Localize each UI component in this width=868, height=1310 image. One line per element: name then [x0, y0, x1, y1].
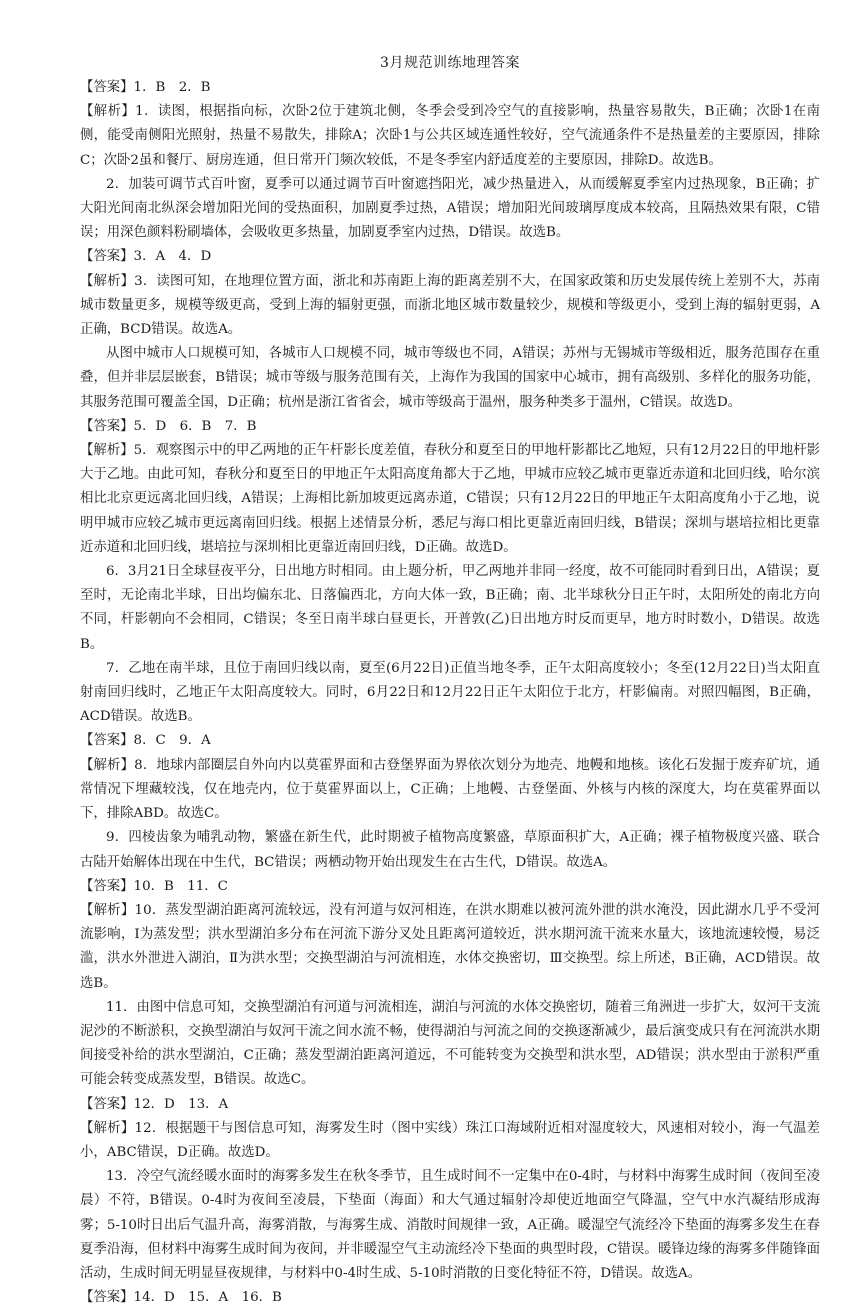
answer-line: 【答案】8．C 9．A: [80, 733, 211, 749]
explanation-paragraph: 从图中城市人口规模可知，各城市人口规模不同，城市等级也不同，A错误；苏州与无锡城市等级相近，服务范围存在重叠，但并非层层嵌套，B错误；城市等级与服务范围有关，上海作为我国的国家中心城市，拥有高级别、多样化的服务功能，其服务范围可覆盖全国，D正确；杭州是浙江省省会，城市等级高于温州，服务种类多于温州，C错误。故选D。: [80, 346, 820, 410]
answer-line: 【答案】14．D 15．A 16．B: [80, 1290, 282, 1306]
explanation-paragraph: 【解析】5．观察图示中的甲乙两地的正午杆影长度差值，春秋分和夏至日的甲地杆影都比乙地短，只有12月22日的甲地杆影大于乙地。由此可知，春秋分和夏至日的甲地正午太阳高度角都大于乙地，甲城市应较乙城市更靠近赤道和北回归线，哈尔滨相比北京更远离北回归线，A错误；上海相比新加坡更远离赤道，C错误；只有12月22日的甲地正午太阳高度角小于乙地，说明甲城市应较乙城市更远离南回归线。根据上述情景分析，悉尼与海口相比更靠近南回归线，B错误；深圳与堪培拉相比更靠近赤道和北回归线，堪培拉与深圳相比更靠近南回归线，D正确。故选D。: [80, 443, 820, 555]
explanation-paragraph: 7．乙地在南半球，且位于南回归线以南，夏至(6月22日)正值当地冬季，正午太阳高度较小；冬至(12月22日)当太阳直射南回归线时，乙地正午太阳高度较大。同时，6月22日和12月22日正午太阳位于北方，杆影偏南。对照四幅图，B正确，ACD错误。故选B。: [80, 660, 820, 725]
answer-line: 【答案】10．B 11．C: [80, 878, 228, 894]
answer-line: 【答案】3．A 4．D: [80, 249, 212, 265]
answer-line: 【答案】1．B 2．B: [80, 80, 211, 95]
explanation-paragraph: 6．3月21日全球昼夜平分，日出地方时相同。由上题分析，甲乙两地并非同一经度，故不可能同时看到日出，A错误；夏至时，无论南北半球，日出均偏东北、日落偏西北，方向大体一致，B正确；南、北半球秋分日正午时，太阳所处的南北方向不同，杆影朝向不会相同，C错误；冬至日南半球白昼更长，开普敦(乙)日出地方时反而更早，地方时时数小，D错误。故选B。: [80, 564, 820, 652]
explanation-paragraph: 【解析】3．读图可知，在地理位置方面，浙北和苏南距上海的距离差别不大，在国家政策和历史发展传统上差别不大，苏南城市数量更多，规模等级更高，受到上海的辐射更强，而浙北地区城市数量较少，规模和等级更小，受到上海的辐射更弱，A正确，BCD错误。故选A。: [80, 273, 820, 338]
explanation-paragraph: 11．由图中信息可知，交换型湖泊有河道与河流相连，湖泊与河流的水体交换密切，随着三角洲进一步扩大，奴河干支流泥沙的不断淤积，交换型湖泊与奴河干流之间水流不畅，使得湖泊与河流之间的交换逐渐减少，最后演变成只有在河流洪水期间接受补给的洪水型湖泊，C正确；蒸发型湖泊距离河道远，不可能转变为交换型和洪水型，AD错误；洪水型由于淤积严重可能会转变成蒸发型，B错误。故选C。: [80, 999, 820, 1088]
explanation-paragraph: 9．四棱齿象为哺乳动物，繁盛在新生代，此时期被子植物高度繁盛，草原面积扩大，A正确；裸子植物极度兴盛、联合古陆开始解体出现在中生代，BC错误；两栖动物开始出现发生在古生代，D错误。故选A。: [80, 830, 820, 870]
explanation-paragraph: 【解析】12．根据题干与图信息可知，海雾发生时（图中实线）珠江口海域附近相对湿度较大，风速相对较小，海一气温差小，ABC错误，D正确。故选D。: [80, 1120, 820, 1160]
page-title: 3月规范训练地理答案: [380, 55, 520, 71]
explanation-paragraph: 【解析】1．读图，根据指向标，次卧2位于建筑北侧，冬季会受到冷空气的直接影响，热量容易散失，B正确；次卧1在南侧，能受南侧阳光照射，热量不易散失，排除A；次卧1与公共区域连通性较好，空气流通条件不是热量差的主要原因，排除C；次卧2虽和餐厅、厨房连通，但日常开门频次较低，不是冬季室内舒适度差的主要原因，排除D。故选B。: [80, 104, 820, 168]
answer-line: 【答案】12．D 13．A: [80, 1096, 229, 1112]
explanation-paragraph: 13．冷空气流经暖水面时的海雾多发生在秋冬季节，且生成时间不一定集中在0-4时，与材料中海雾生成时间（夜间至凌晨）不符，B错误。0-4时为夜间至凌晨，下垫面（海面）和大气通过辐射冷却使近地面空气降温，空气中水汽凝结形成海雾；5-10时日出后气温升高，海雾消散，与海雾生成、消散时间规律一致，A正确。暖湿空气流经冷下垫面的海雾多发生在春夏季沿海，但材料中海雾生成时间为夜间，并非暖湿空气主动流经冷下垫面的典型时段，C错误。暖锋边缘的海雾多伴随锋面活动，生成时间无明显昼夜规律，与材料中0-4时生成、5-10时消散的日变化特征不符，D错误。故选A。: [80, 1169, 820, 1281]
answer-line: 【答案】5．D 6．B 7．B: [80, 418, 257, 434]
answer-content: [80, 76, 820, 1310]
explanation-paragraph: 2．加装可调节式百叶窗，夏季可以通过调节百叶窗遮挡阳光，减少热量进入，从而缓解夏季室内过热现象，B正确；扩大阳光间南北纵深会增加阳光间的受热面积，加剧夏季过热，A错误；增加阳光间玻璃厚度成本较高，且隔热效果有限，C错误；用深色颜料粉刷墙体，会吸收更多热量，加剧夏季室内过热，D错误。故选B。: [80, 176, 820, 241]
explanation-paragraph: 【解析】8．地球内部圈层自外向内以莫霍界面和古登堡界面为界依次划分为地壳、地幔和地核。该化石发掘于废弃矿坑，通常情况下埋藏较浅，仅在地壳内，位于莫霍界面以上，C正确；上地幔、古登堡面、外核与内核的深度大，均在莫霍界面以下，排除ABD。故选C。: [80, 757, 820, 822]
explanation-paragraph: 【解析】10．蒸发型湖泊距离河流较远，没有河道与奴河相连，在洪水期难以被河流外泄的洪水淹没，因此湖水几乎不受河流影响，Ⅰ为蒸发型；洪水型湖泊多分布在河流下游分叉处且距离河道较近，洪水期河流干流来水量大，该地流速较慢，易泛滥，洪水外泄进入湖泊，Ⅱ为洪水型；交换型湖泊与河流相连，水体交换密切，Ⅲ交换型。综上所述，B正确，ACD错误。故选B。: [80, 902, 820, 991]
